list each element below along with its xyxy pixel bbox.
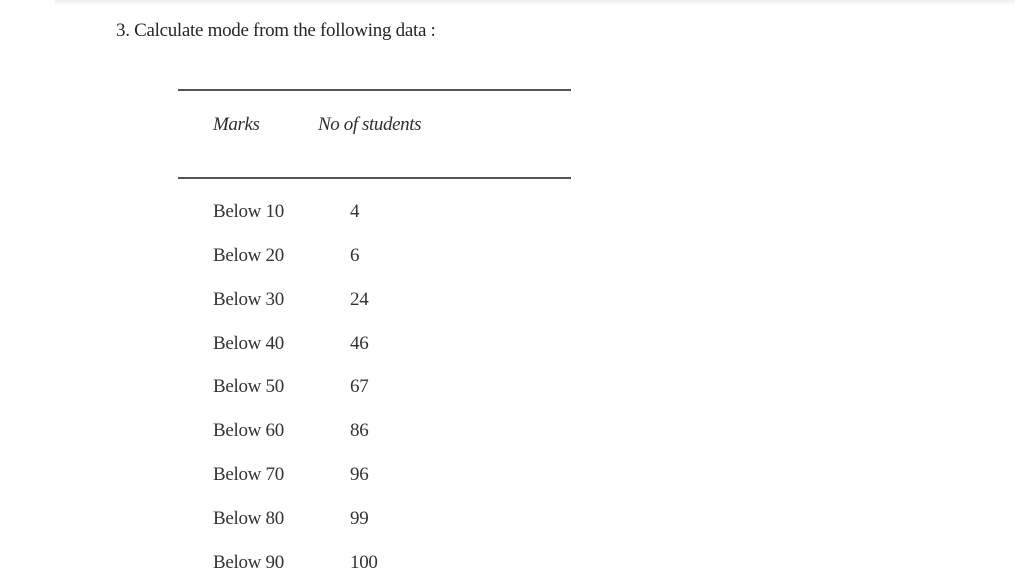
students-cell: 100: [350, 552, 378, 573]
question-text: 3. Calculate mode from the following data :: [116, 20, 436, 41]
table-row: [0, 552, 1024, 582]
students-cell: 99: [350, 508, 369, 529]
table-row: [0, 289, 1024, 319]
table-row: [0, 376, 1024, 406]
students-cell: 96: [350, 464, 369, 485]
marks-cell: Below 70: [213, 464, 284, 485]
table-row: [0, 333, 1024, 363]
marks-cell: Below 50: [213, 376, 284, 397]
marks-cell: Below 40: [213, 333, 284, 354]
table-row: [0, 464, 1024, 494]
table-row: [0, 508, 1024, 538]
marks-cell: Below 80: [213, 508, 284, 529]
marks-cell: Below 30: [213, 289, 284, 310]
students-cell: 86: [350, 420, 369, 441]
marks-cell: Below 60: [213, 420, 284, 441]
students-cell: 24: [350, 289, 369, 310]
students-cell: 4: [350, 201, 360, 222]
students-cell: 6: [350, 245, 360, 266]
table-row: [0, 245, 1024, 275]
column-header-students: No of students: [318, 114, 422, 135]
table-row: [0, 201, 1024, 231]
table-header-rule: [178, 177, 571, 179]
marks-cell: Below 90: [213, 552, 284, 573]
table-top-rule: [178, 89, 571, 91]
marks-cell: Below 10: [213, 201, 284, 222]
marks-cell: Below 20: [213, 245, 284, 266]
page-top-edge: [55, 0, 1015, 5]
students-cell: 67: [350, 376, 369, 397]
table-row: [0, 420, 1024, 450]
column-header-marks: Marks: [213, 114, 260, 135]
students-cell: 46: [350, 333, 369, 354]
